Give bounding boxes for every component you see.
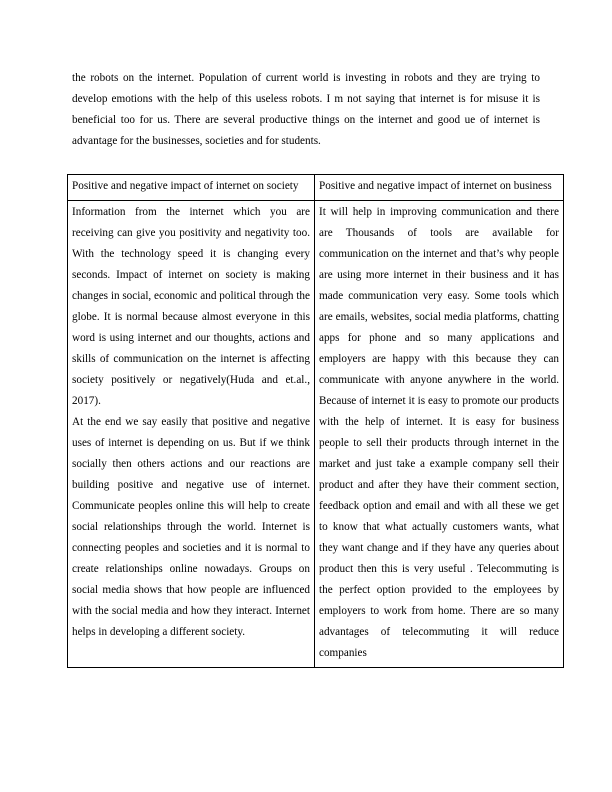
header-business: Positive and negative impact of internet on business [315,175,564,201]
business-paragraph: It will help in improving communication and there are Thousands of tools are available for communication on the internet and that’s why people are using more internet in their business and it has made communication very easy. Some tools which are emails, websites, social media platforms, chatting apps for phone and so many applications and employers are happy with this because they can communicate with anyone anywhere in the world. Because of internet it is easy to promote our products with the help of internet. It is easy for business people to sell their products through internet in the market and just take a example company sell their product and after they have their comment section, feedback option and email and with all these we get to know that what actually customers wants, what they want change and if they have any queries about product then this is very useful . Telecommuting is the perfect option provided to the employees by employers to work from home. There are so many advantages of telecommuting it will reduce companies [319,206,559,659]
table-header-row [68,175,564,201]
business-cell [315,201,564,668]
society-paragraph-1: Information from the internet which you are receiving can give you positivity and negativity too. With the technology speed it is changing every seconds. Impact of internet on society is making changes in social, economic and political through the globe. It is normal because almost everyone in this word is using internet and our thoughts, actions and skills of communication on the internet is affecting society positively or negatively(Huda and et.al., 2017). [72,206,310,407]
impact-table [67,174,564,668]
table-body-row [68,201,564,668]
society-paragraph-2: At the end we say easily that positive and negative uses of internet is depending on us. But if we think socially then others actions and our reactions are building positive and negative use of internet. Communicate peoples online this will help to create social relationships through the world. Internet is connecting peoples and societies and it is normal to create relationships online nowadays. Groups on social media shows that how people are influenced with the social media and how they interact. Internet helps in developing a different society. [72,416,310,638]
intro-paragraph: the robots on the internet. Population of current world is investing in robots and they are trying to develop emotions with the help of this useless robots. I m not saying that internet is for misuse it is beneficial too for us. There are several productive things on the internet and good ue of internet is advantage for the businesses, societies and for students. [72,72,540,147]
header-society: Positive and negative impact of internet on society [68,175,315,201]
society-cell [68,201,315,668]
